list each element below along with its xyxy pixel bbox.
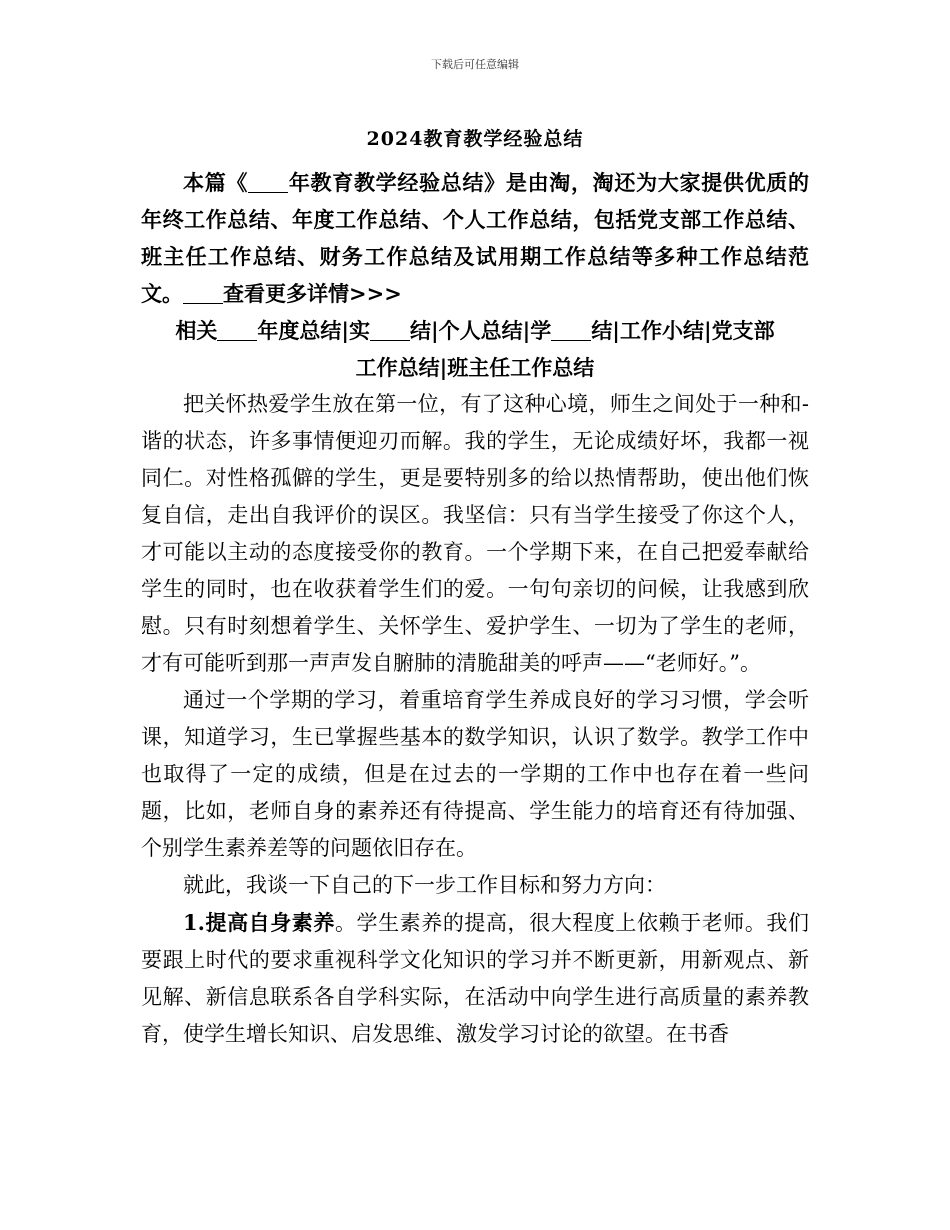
- related-label: 相关: [175, 318, 218, 343]
- blank-underline: [217, 319, 257, 341]
- related-links-text-3[interactable]: 结|工作小结|党支部: [591, 318, 775, 343]
- header-note: 下载后可任意编辑: [431, 58, 519, 71]
- point-1-text: 。学生素养的提高，很大程度上依赖于老师。我们要跟上时代的要求重视科学文化知识的学习并不断更新，用新观点、新见解、新信息联系各自学科实际，在活动中向学生进行高质量的素养教育，使学生增长知识、启发思维、激发学习讨论的欲望。在书香: [141, 911, 809, 1046]
- more-details-link[interactable]: 查看更多详情>>>: [223, 281, 402, 306]
- point-1-heading: 1.提高自身素养: [183, 910, 335, 935]
- body-paragraph-3: 就此，我谈一下自己的下一步工作目标和努力方向：: [183, 873, 666, 897]
- related-links-text-2[interactable]: 结|个人总结|学: [410, 318, 552, 343]
- related-links-text-1[interactable]: 年度总结|实: [257, 318, 371, 343]
- intro-paragraph: [141, 164, 809, 312]
- related-links: [141, 312, 809, 349]
- body-paragraph-2: 通过一个学期的学习，着重培育学生养成良好的学习习惯，学会听课，知道学习，生已掌握些基本的数学知识，认识了数学。教学工作中也取得了一定的成绩，但是在过去的一学期的工作中也存在着一些问题，比如，老师自身的素养还有待提高、学生能力的培育还有待加强、个别学生素养差等的问题依旧存在。: [141, 688, 809, 860]
- body-paragraph-4: [141, 904, 809, 1053]
- document-body: [141, 164, 809, 1053]
- blank-underline: [551, 319, 591, 341]
- intro-text-2: 年教育教学经验总结》是由淘，淘还为大家提供优质的年终工作总结、年度工作总结、个人工作总结，包括党支部工作总结、班主任工作总结、财务工作总结及试用期工作总结等多种工作总结范文。: [141, 170, 810, 306]
- blank-underline: [370, 319, 410, 341]
- related-links-line-2[interactable]: 工作总结|班主任工作总结: [355, 355, 595, 380]
- blank-underline: [183, 282, 223, 304]
- blank-underline: [248, 171, 288, 193]
- intro-text-1: 本篇《: [183, 170, 249, 195]
- body-paragraph-1: 把关怀热爱学生放在第一位，有了这种心境，师生之间处于一种和-谐的状态，许多事情便迎刃而解。我的学生，无论成绩好坏，我都一视同仁。对性格孤僻的学生，更是要特别多的给以热情帮助，使出他们恢复自信，走出自我评价的误区。我坚信：只有当学生接受了你这个人，才可能以主动的态度接受你的教育。一个学期下来，在自己把爱奉献给学生的同时，也在收获着学生们的爱。一句句亲切的问候，让我感到欣慰。只有时刻想着学生、关怀学生、爱护学生、一切为了学生的老师，才有可能听到那一声声发自腑肺的清脆甜美的呼声——“老师好。”。: [141, 392, 809, 675]
- page-title: 2024教育教学经验总结: [366, 128, 584, 150]
